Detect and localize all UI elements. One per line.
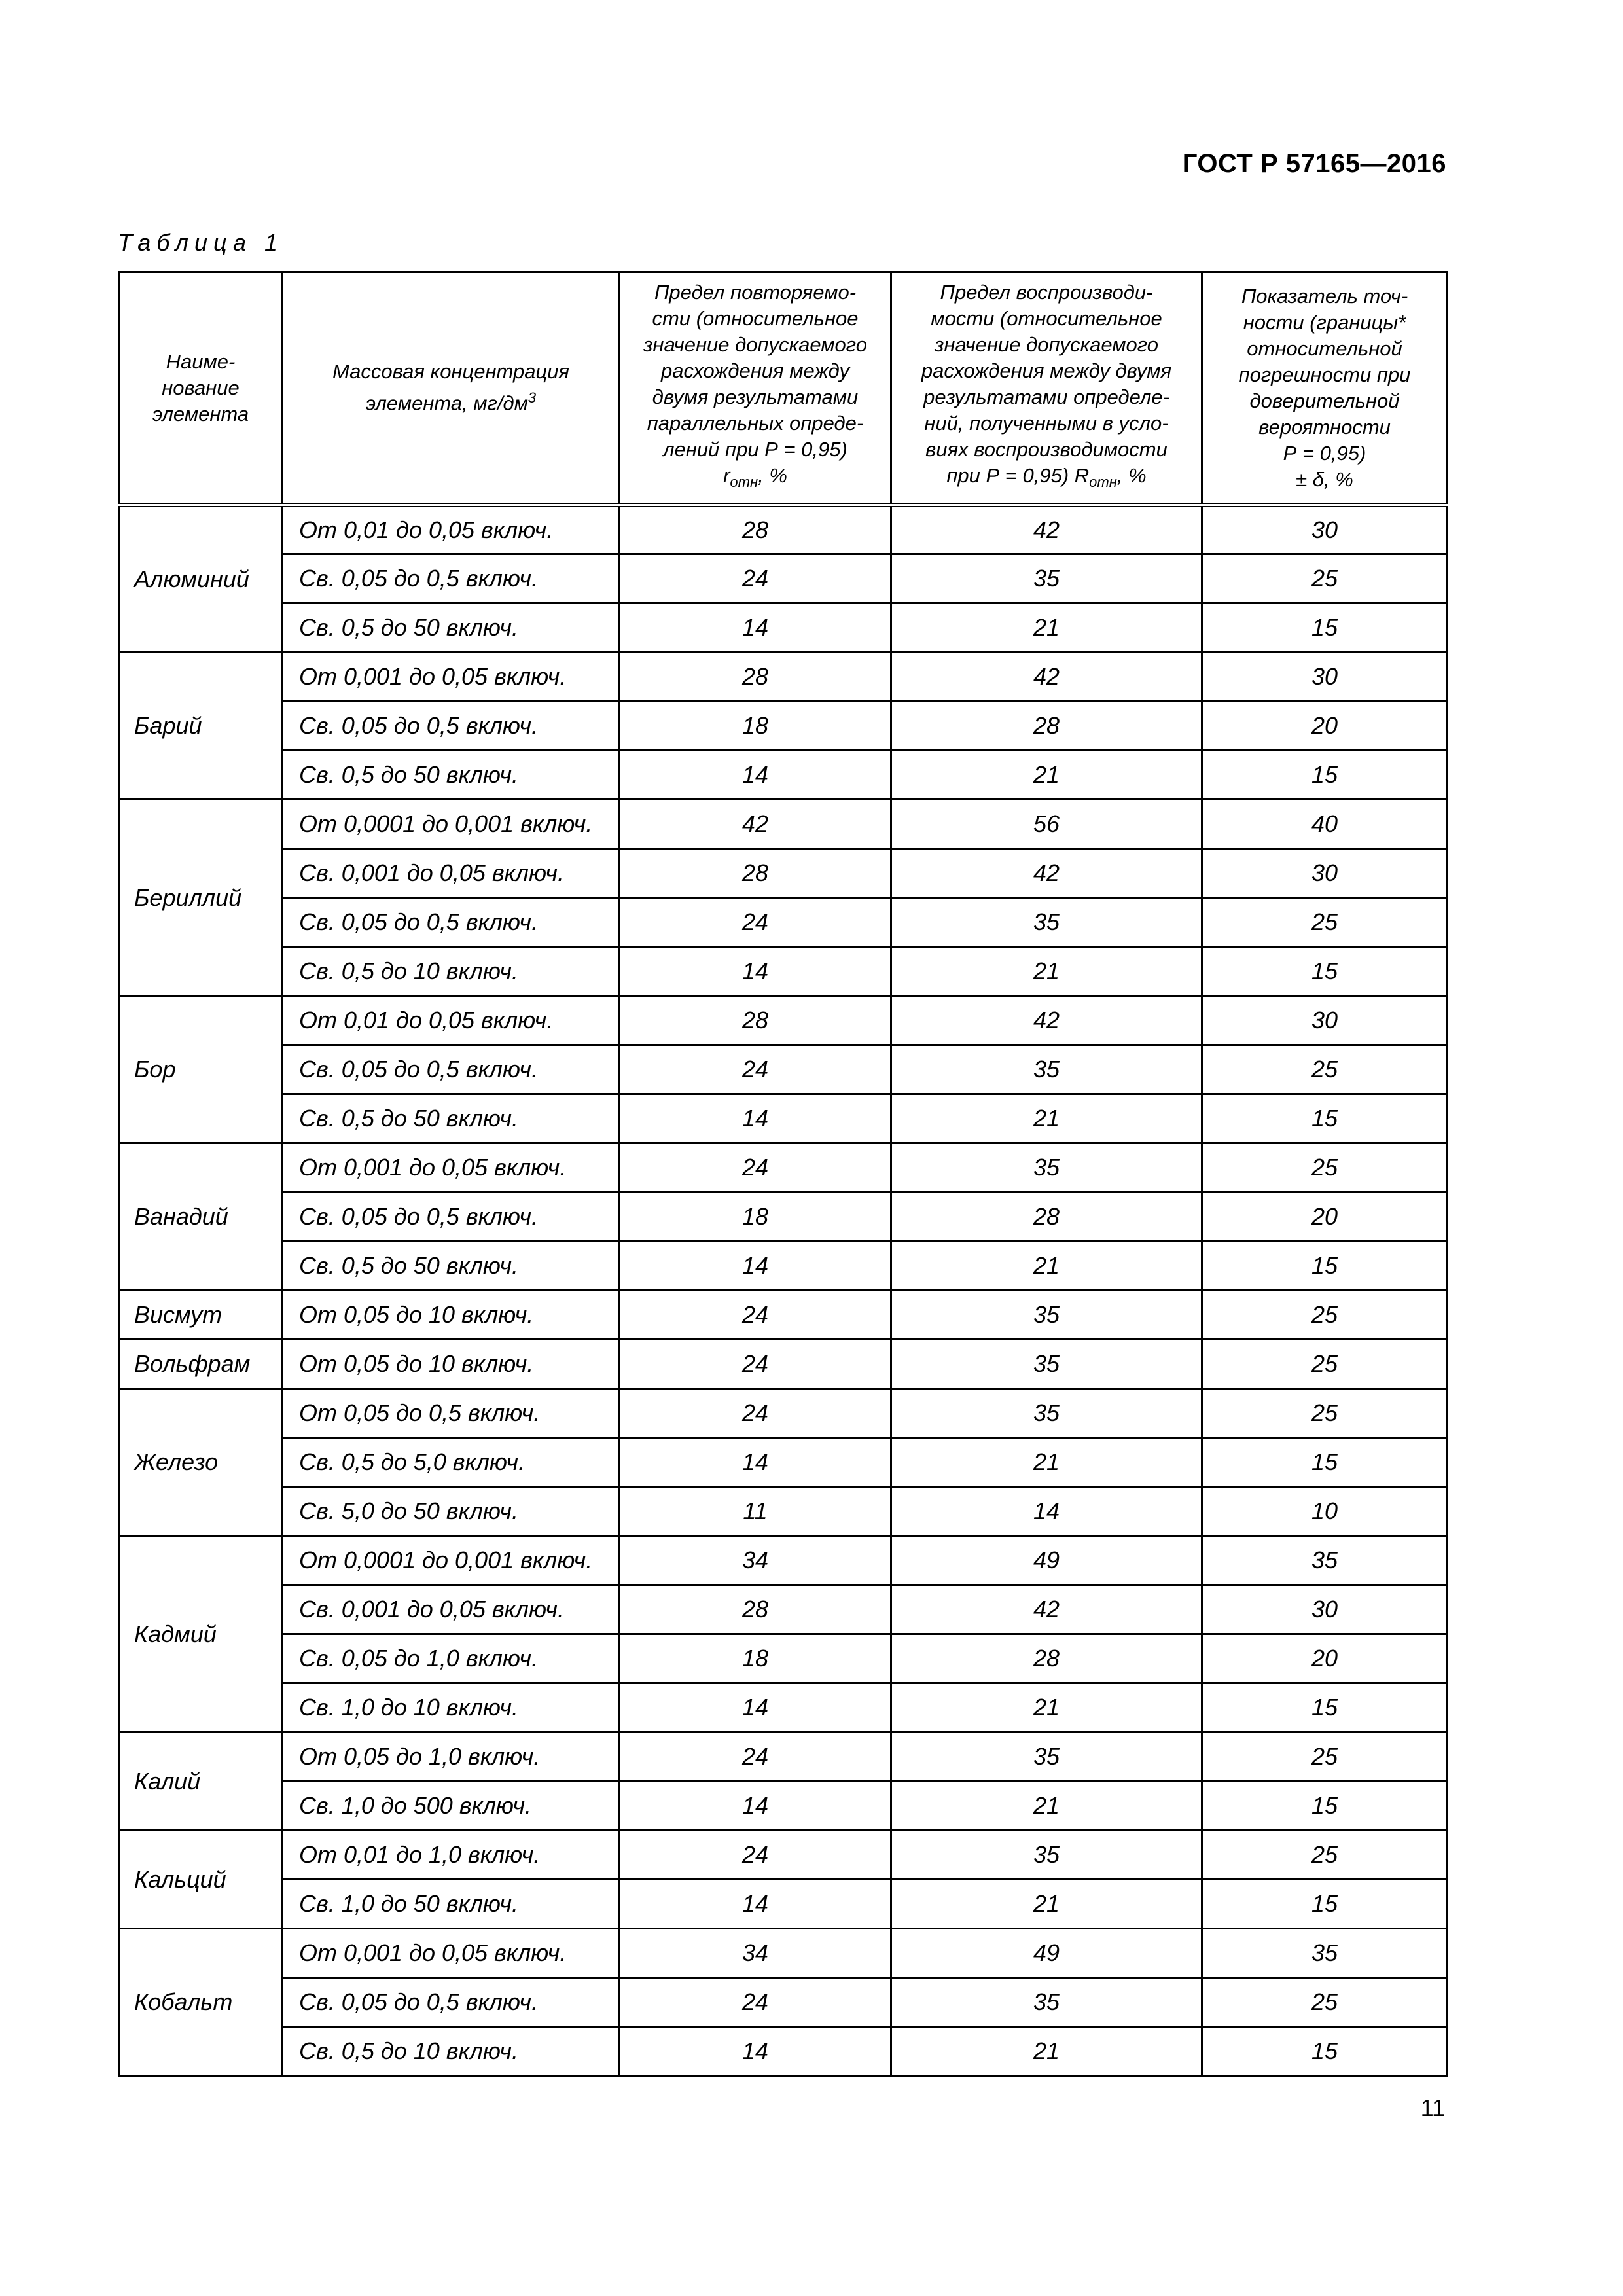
table-row (119, 800, 1448, 849)
table-body (119, 505, 1448, 2076)
repeatability-cell: 24 (620, 1978, 891, 2027)
reproducibility-cell: 21 (891, 1438, 1202, 1487)
accuracy-cell: 25 (1202, 554, 1448, 603)
reproducibility-cell: 42 (891, 996, 1202, 1045)
concentration-range-cell: От 0,05 до 0,5 включ. (283, 1389, 620, 1438)
accuracy-cell: 20 (1202, 1193, 1448, 1242)
repeatability-cell: 24 (620, 554, 891, 603)
accuracy-cell: 25 (1202, 1389, 1448, 1438)
reproducibility-cell: 42 (891, 849, 1202, 898)
accuracy-cell: 30 (1202, 849, 1448, 898)
concentration-range-cell: Св. 0,5 до 10 включ. (283, 947, 620, 996)
table-row (119, 1291, 1448, 1340)
reproducibility-cell: 21 (891, 1782, 1202, 1831)
accuracy-cell: 15 (1202, 1438, 1448, 1487)
table-row (119, 898, 1448, 947)
accuracy-cell: 25 (1202, 1831, 1448, 1880)
reproducibility-cell: 35 (891, 1831, 1202, 1880)
concentration-range-cell: От 0,01 до 0,05 включ. (283, 996, 620, 1045)
table-row (119, 1438, 1448, 1487)
element-name-cell: Ванадий (119, 1143, 283, 1291)
reproducibility-cell: 35 (891, 1978, 1202, 2027)
table-row (119, 1732, 1448, 1782)
element-name-cell: Алюминий (119, 505, 283, 653)
reproducibility-cell: 28 (891, 702, 1202, 751)
reproducibility-cell: 35 (891, 554, 1202, 603)
reproducibility-cell: 35 (891, 1732, 1202, 1782)
repeatability-cell: 14 (620, 947, 891, 996)
page-number: 11 (1420, 2094, 1445, 2121)
repeatability-cell: 14 (620, 1094, 891, 1143)
concentration-range-cell: Св. 5,0 до 50 включ. (283, 1487, 620, 1536)
accuracy-cell: 15 (1202, 1683, 1448, 1732)
concentration-range-cell: Св. 0,05 до 0,5 включ. (283, 1978, 620, 2027)
concentration-range-cell: Св. 0,05 до 0,5 включ. (283, 554, 620, 603)
element-name-cell: Кадмий (119, 1536, 283, 1732)
table-row (119, 1683, 1448, 1732)
repeatability-cell: 28 (620, 1585, 891, 1634)
table-row (119, 751, 1448, 800)
concentration-range-cell: Св. 0,05 до 0,5 включ. (283, 1193, 620, 1242)
reproducibility-cell: 42 (891, 1585, 1202, 1634)
element-name-cell: Бериллий (119, 800, 283, 996)
accuracy-cell: 25 (1202, 1291, 1448, 1340)
accuracy-cell: 25 (1202, 898, 1448, 947)
concentration-range-cell: Св. 0,05 до 0,5 включ. (283, 1045, 620, 1094)
reproducibility-cell: 35 (891, 1340, 1202, 1389)
element-name-cell: Висмут (119, 1291, 283, 1340)
repeatability-cell: 24 (620, 1831, 891, 1880)
repeatability-cell: 28 (620, 505, 891, 554)
table-row (119, 653, 1448, 702)
reproducibility-cell: 35 (891, 1143, 1202, 1193)
table-row (119, 2027, 1448, 2076)
accuracy-cell: 40 (1202, 800, 1448, 849)
accuracy-cell: 30 (1202, 505, 1448, 554)
concentration-range-cell: Св. 1,0 до 500 включ. (283, 1782, 620, 1831)
repeatability-cell: 24 (620, 1340, 891, 1389)
concentration-range-cell: От 0,05 до 1,0 включ. (283, 1732, 620, 1782)
reproducibility-cell: 42 (891, 505, 1202, 554)
table-row (119, 1242, 1448, 1291)
element-name-cell: Кобальт (119, 1929, 283, 2076)
table-row (119, 1143, 1448, 1193)
repeatability-cell: 18 (620, 1193, 891, 1242)
reproducibility-cell: 42 (891, 653, 1202, 702)
table-row (119, 996, 1448, 1045)
reproducibility-cell: 21 (891, 1242, 1202, 1291)
accuracy-cell: 15 (1202, 603, 1448, 653)
element-name-cell: Бор (119, 996, 283, 1143)
element-name-cell: Барий (119, 653, 283, 800)
table-row (119, 1978, 1448, 2027)
concentration-range-cell: От 0,0001 до 0,001 включ. (283, 1536, 620, 1585)
repeatability-cell: 14 (620, 1438, 891, 1487)
repeatability-cell: 14 (620, 1683, 891, 1732)
accuracy-cell: 25 (1202, 1045, 1448, 1094)
accuracy-cell: 25 (1202, 1978, 1448, 2027)
reproducibility-cell: 21 (891, 2027, 1202, 2076)
accuracy-cell: 10 (1202, 1487, 1448, 1536)
repeatability-cell: 14 (620, 603, 891, 653)
table-row (119, 1340, 1448, 1389)
concentration-range-cell: От 0,05 до 10 включ. (283, 1340, 620, 1389)
concentration-range-cell: Св. 0,001 до 0,05 включ. (283, 1585, 620, 1634)
table-row (119, 1831, 1448, 1880)
concentration-range-cell: Св. 0,001 до 0,05 включ. (283, 849, 620, 898)
repeatability-cell: 14 (620, 1242, 891, 1291)
header-reproducibility: Предел воспроизводи- мости (относительное значение допускаемого расхождения между двумя результатами определе- ний, полученными в усло- виях воспроизводимости при Р = 0,95) $R_{отн}$, % (891, 272, 1202, 505)
accuracy-cell: 25 (1202, 1732, 1448, 1782)
table-row (119, 1880, 1448, 1929)
repeatability-cell: 34 (620, 1929, 891, 1978)
element-name-cell: Вольфрам (119, 1340, 283, 1389)
reproducibility-cell: 21 (891, 1880, 1202, 1929)
repeatability-cell: 14 (620, 1782, 891, 1831)
header-repeatability: Предел повторяемо- сти (относительное значение допускаемого расхождения между двумя результатами параллельных опреде- лений при Р = 0,95) $r_{отн}$, % (620, 272, 891, 505)
concentration-range-cell: Св. 0,5 до 50 включ. (283, 1094, 620, 1143)
repeatability-cell: 24 (620, 898, 891, 947)
concentration-range-cell: От 0,001 до 0,05 включ. (283, 653, 620, 702)
repeatability-cell: 24 (620, 1045, 891, 1094)
accuracy-cell: 30 (1202, 1585, 1448, 1634)
table-row (119, 1929, 1448, 1978)
concentration-range-cell: От 0,001 до 0,05 включ. (283, 1143, 620, 1193)
repeatability-cell: 24 (620, 1143, 891, 1193)
concentration-range-cell: От 0,01 до 1,0 включ. (283, 1831, 620, 1880)
concentration-range-cell: Св. 1,0 до 50 включ. (283, 1880, 620, 1929)
table-row (119, 1782, 1448, 1831)
reproducibility-cell: 28 (891, 1193, 1202, 1242)
reproducibility-cell: 21 (891, 947, 1202, 996)
table-row (119, 1487, 1448, 1536)
header-element: Наиме- нование элемента (119, 272, 283, 505)
table-row (119, 1045, 1448, 1094)
concentration-range-cell: Св. 0,5 до 50 включ. (283, 603, 620, 653)
concentration-range-cell: Св. 0,05 до 0,5 включ. (283, 898, 620, 947)
reproducibility-cell: 21 (891, 1094, 1202, 1143)
element-name-cell: Кальций (119, 1831, 283, 1929)
table-row (119, 1634, 1448, 1683)
repeatability-cell: 28 (620, 849, 891, 898)
concentration-range-cell: От 0,05 до 10 включ. (283, 1291, 620, 1340)
standard-code: ГОСТ Р 57165—2016 (1182, 149, 1446, 178)
table-row (119, 505, 1448, 554)
concentration-range-cell: От 0,001 до 0,05 включ. (283, 1929, 620, 1978)
element-name-cell: Калий (119, 1732, 283, 1831)
repeatability-cell: 24 (620, 1389, 891, 1438)
reproducibility-cell: 35 (891, 1291, 1202, 1340)
repeatability-cell: 42 (620, 800, 891, 849)
reproducibility-cell: 56 (891, 800, 1202, 849)
repeatability-cell: 18 (620, 1634, 891, 1683)
header-concentration: Массовая концентрация элемента, $мг/дм^3$ (283, 272, 620, 505)
accuracy-cell: 15 (1202, 1094, 1448, 1143)
repeatability-cell: 11 (620, 1487, 891, 1536)
accuracy-cell: 30 (1202, 996, 1448, 1045)
reproducibility-cell: 35 (891, 1389, 1202, 1438)
reproducibility-cell: 28 (891, 1634, 1202, 1683)
concentration-range-cell: Св. 0,05 до 1,0 включ. (283, 1634, 620, 1683)
reproducibility-cell: 21 (891, 603, 1202, 653)
accuracy-cell: 15 (1202, 2027, 1448, 2076)
table-row (119, 1389, 1448, 1438)
precision-table (118, 271, 1448, 2077)
table-row (119, 1536, 1448, 1585)
accuracy-cell: 25 (1202, 1143, 1448, 1193)
concentration-range-cell: От 0,01 до 0,05 включ. (283, 505, 620, 554)
reproducibility-cell: 35 (891, 898, 1202, 947)
accuracy-cell: 15 (1202, 1880, 1448, 1929)
table-header-row (119, 272, 1448, 505)
accuracy-cell: 20 (1202, 1634, 1448, 1683)
reproducibility-cell: 21 (891, 751, 1202, 800)
repeatability-cell: 14 (620, 751, 891, 800)
repeatability-cell: 34 (620, 1536, 891, 1585)
concentration-range-cell: Св. 0,5 до 50 включ. (283, 751, 620, 800)
repeatability-cell: 28 (620, 996, 891, 1045)
repeatability-cell: 18 (620, 702, 891, 751)
accuracy-cell: 25 (1202, 1340, 1448, 1389)
table-row (119, 1193, 1448, 1242)
accuracy-cell: 15 (1202, 947, 1448, 996)
concentration-range-cell: Св. 1,0 до 10 включ. (283, 1683, 620, 1732)
repeatability-cell: 14 (620, 1880, 891, 1929)
table-row (119, 1585, 1448, 1634)
table-row (119, 702, 1448, 751)
repeatability-cell: 14 (620, 2027, 891, 2076)
repeatability-cell: 28 (620, 653, 891, 702)
concentration-range-cell: Св. 0,5 до 50 включ. (283, 1242, 620, 1291)
reproducibility-cell: 14 (891, 1487, 1202, 1536)
table-row (119, 603, 1448, 653)
concentration-range-cell: От 0,0001 до 0,001 включ. (283, 800, 620, 849)
reproducibility-cell: 49 (891, 1929, 1202, 1978)
table-caption: Таблица 1 (118, 229, 284, 256)
accuracy-cell: 15 (1202, 1782, 1448, 1831)
table-row (119, 554, 1448, 603)
element-name-cell: Железо (119, 1389, 283, 1536)
table-row (119, 849, 1448, 898)
repeatability-cell: 24 (620, 1291, 891, 1340)
accuracy-cell: 35 (1202, 1929, 1448, 1978)
reproducibility-cell: 35 (891, 1045, 1202, 1094)
reproducibility-cell: 49 (891, 1536, 1202, 1585)
reproducibility-cell: 21 (891, 1683, 1202, 1732)
header-accuracy: Показатель точ- ности (границы* относительной погрешности при доверительной вероятности Р = 0,95) ± δ, % (1202, 272, 1448, 505)
accuracy-cell: 15 (1202, 1242, 1448, 1291)
table-row (119, 947, 1448, 996)
accuracy-cell: 30 (1202, 653, 1448, 702)
concentration-range-cell: Св. 0,5 до 5,0 включ. (283, 1438, 620, 1487)
accuracy-cell: 35 (1202, 1536, 1448, 1585)
repeatability-cell: 24 (620, 1732, 891, 1782)
concentration-range-cell: Св. 0,05 до 0,5 включ. (283, 702, 620, 751)
accuracy-cell: 15 (1202, 751, 1448, 800)
accuracy-cell: 20 (1202, 702, 1448, 751)
table-row (119, 1094, 1448, 1143)
concentration-range-cell: Св. 0,5 до 10 включ. (283, 2027, 620, 2076)
